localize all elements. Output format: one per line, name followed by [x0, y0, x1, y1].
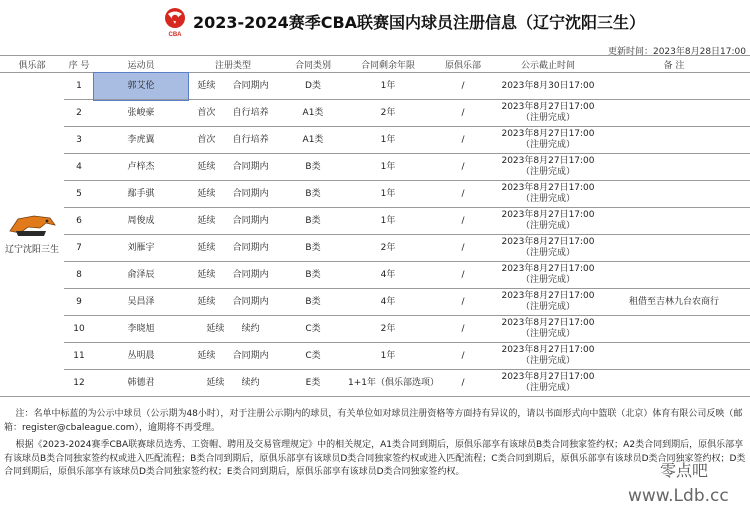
deadline [498, 343, 598, 370]
remark: 租借至吉林九台农商行 [598, 289, 750, 316]
registration-kind: 延续 [197, 269, 216, 280]
note-contract-rules [4, 439, 746, 480]
registration-type [188, 343, 278, 370]
note-objection [4, 408, 746, 435]
deadline [498, 127, 598, 154]
deadline-date: 2023年8月27日17:00 [501, 372, 595, 382]
registration-basis: 合同期内 [232, 80, 269, 91]
notes-section [4, 408, 746, 484]
registration-kind: 延续 [206, 323, 225, 334]
registration-type [188, 235, 278, 262]
club-name: 辽宁沈阳三生 [4, 245, 59, 255]
page-title: 2023-2024赛季CBA联赛国内球员注册信息（辽宁沈阳三生） [193, 13, 646, 32]
row-number: 12 [64, 370, 94, 397]
player-name: 张峻豪 [94, 100, 188, 127]
deadline-date: 2023年8月27日17:00 [501, 345, 595, 355]
previous-club: / [428, 73, 498, 100]
column-header: 原俱乐部 [428, 56, 498, 73]
contract-years: 4年 [348, 289, 428, 316]
player-name: 吴昌泽 [94, 289, 188, 316]
player-name: 李晓旭 [94, 316, 188, 343]
row-number: 11 [64, 343, 94, 370]
table-row [0, 289, 750, 316]
deadline [498, 316, 598, 343]
contract-years: 2年 [348, 316, 428, 343]
previous-club: / [428, 343, 498, 370]
club-cell [0, 73, 64, 397]
registration-status: （注册完成） [520, 329, 575, 339]
registration-status: （注册完成） [520, 194, 575, 204]
registration-basis: 自行培养 [232, 107, 269, 118]
row-number: 10 [64, 316, 94, 343]
deadline [498, 73, 598, 100]
column-header: 运动员 [94, 56, 188, 73]
registration-basis: 合同期内 [232, 296, 269, 307]
contract-class: B类 [278, 208, 348, 235]
contract-class: E类 [278, 370, 348, 397]
remark [598, 262, 750, 289]
column-header: 备 注 [598, 56, 750, 73]
row-number: 2 [64, 100, 94, 127]
registration-basis: 合同期内 [232, 269, 269, 280]
registration-basis: 续约 [241, 377, 260, 388]
table-body [0, 73, 750, 397]
registration-type [188, 127, 278, 154]
registration-kind: 延续 [197, 161, 216, 172]
registration-type [188, 181, 278, 208]
contract-class: B类 [278, 154, 348, 181]
registration-status: （注册完成） [520, 302, 575, 312]
remark [598, 154, 750, 181]
previous-club: / [428, 262, 498, 289]
note-text: 根据《2023-2024赛季CBA联赛球员选秀、工资帽、聘用及交易管理规定》中的相关规定，A1类合同到期后，原俱乐部享有该球员B类合同独家签约权；A2类合同到期后，原俱乐部享有该球员B类合同独家签约权或进入匹配流程；B类合同到期后，原俱乐部享有该球员D类合同独家签约权或进入匹配流程；C类合同到期后，原俱乐部享有该球员D类合同独家签约权；D类合同到期后，原俱乐部享有该球员D类合同独家签约权；E类合同到期后，原俱乐部享有该球员D类合同独家签约权。 [4, 440, 746, 477]
contract-class: B类 [278, 289, 348, 316]
update-time: 更新时间：2023年8月28日17:00 [607, 47, 746, 57]
table-header-row [0, 56, 750, 73]
column-header: 公示截止时间 [498, 56, 598, 73]
player-name: 李虎翼 [94, 127, 188, 154]
table-row [0, 316, 750, 343]
deadline-date: 2023年8月27日17:00 [501, 102, 595, 112]
registration-kind: 延续 [206, 377, 225, 388]
player-name: 郭艾伦 [94, 73, 188, 100]
deadline-date: 2023年8月27日17:00 [501, 264, 595, 274]
deadline-date: 2023年8月27日17:00 [501, 183, 595, 193]
remark [598, 343, 750, 370]
page-header [0, 0, 750, 44]
deadline [498, 235, 598, 262]
table-row [0, 370, 750, 397]
registration-status: （注册完成） [520, 275, 575, 285]
deadline-date: 2023年8月30日17:00 [501, 80, 595, 91]
deadline-date: 2023年8月27日17:00 [501, 129, 595, 139]
row-number: 1 [64, 73, 94, 100]
table-row [0, 343, 750, 370]
registration-type [188, 154, 278, 181]
column-header: 合同剩余年限 [348, 56, 428, 73]
deadline [498, 370, 598, 397]
column-header: 合同类别 [278, 56, 348, 73]
registration-status: （注册完成） [520, 221, 575, 231]
watermark-cn: 零点吧 [660, 461, 709, 480]
remark [598, 316, 750, 343]
contract-years: 1年 [348, 127, 428, 154]
registration-basis: 合同期内 [232, 215, 269, 226]
table-row [0, 100, 750, 127]
registration-status: （注册完成） [520, 167, 575, 177]
contract-years: 4年 [348, 262, 428, 289]
table-row [0, 181, 750, 208]
previous-club: / [428, 208, 498, 235]
registration-basis: 合同期内 [232, 350, 269, 361]
remark [598, 100, 750, 127]
remark [598, 235, 750, 262]
registration-type [188, 208, 278, 235]
previous-club: / [428, 181, 498, 208]
table-row [0, 235, 750, 262]
registration-status: （注册完成） [520, 356, 575, 366]
previous-club: / [428, 316, 498, 343]
row-number: 9 [64, 289, 94, 316]
remark [598, 127, 750, 154]
registration-kind: 延续 [197, 242, 216, 253]
player-name: 丛明晨 [94, 343, 188, 370]
player-name: 鄢手骐 [94, 181, 188, 208]
contract-years: 1年 [348, 208, 428, 235]
previous-club: / [428, 100, 498, 127]
registration-status: （注册完成） [520, 248, 575, 258]
row-number: 7 [64, 235, 94, 262]
player-name: 周俊成 [94, 208, 188, 235]
table-row [0, 154, 750, 181]
registration-kind: 首次 [197, 107, 216, 118]
table-row [0, 262, 750, 289]
contract-class: A1类 [278, 127, 348, 154]
table-row [0, 208, 750, 235]
deadline-date: 2023年8月27日17:00 [501, 318, 595, 328]
row-number: 6 [64, 208, 94, 235]
contract-class: C类 [278, 343, 348, 370]
registration-kind: 首次 [197, 134, 216, 145]
player-name: 卢梓杰 [94, 154, 188, 181]
previous-club: / [428, 289, 498, 316]
row-number: 5 [64, 181, 94, 208]
deadline-date: 2023年8月27日17:00 [501, 210, 595, 220]
svg-text:CBA: CBA [168, 32, 182, 38]
deadline-date: 2023年8月27日17:00 [501, 156, 595, 166]
note-text: 注：名单中标蓝的为公示中球员（公示期为48小时），对于注册公示期内的球员，有关单位如对球员注册资格等方面持有异议的，请以书面形式向中篮联（北京）体育有限公司反映（邮箱：register@cbaleague.com），逾期将不再受理。 [4, 409, 743, 433]
player-name: 刘雁宇 [94, 235, 188, 262]
registration-type [188, 370, 278, 397]
previous-club: / [428, 235, 498, 262]
contract-years: 1年 [348, 73, 428, 100]
registration-basis: 续约 [241, 323, 260, 334]
player-name: 韩德君 [94, 370, 188, 397]
registration-kind: 延续 [197, 215, 216, 226]
remark [598, 73, 750, 100]
contract-class: B类 [278, 262, 348, 289]
previous-club: / [428, 127, 498, 154]
registration-basis: 合同期内 [232, 242, 269, 253]
contract-class: B类 [278, 181, 348, 208]
registration-basis: 合同期内 [232, 161, 269, 172]
registration-kind: 延续 [197, 350, 216, 361]
contract-class: D类 [278, 73, 348, 100]
contract-years: 2年 [348, 235, 428, 262]
column-header: 俱乐部 [0, 56, 64, 73]
contract-years: 1年 [348, 154, 428, 181]
deadline [498, 208, 598, 235]
deadline [498, 154, 598, 181]
row-number: 8 [64, 262, 94, 289]
deadline [498, 100, 598, 127]
remark [598, 208, 750, 235]
registration-basis: 合同期内 [232, 188, 269, 199]
deadline [498, 262, 598, 289]
deadline-date: 2023年8月27日17:00 [501, 237, 595, 247]
registration-type [188, 289, 278, 316]
registration-status: （注册完成） [520, 383, 575, 393]
deadline-date: 2023年8月27日17:00 [501, 291, 595, 301]
registration-type [188, 262, 278, 289]
player-name: 俞泽辰 [94, 262, 188, 289]
registration-table [0, 55, 750, 397]
contract-years: 1年 [348, 181, 428, 208]
contract-years: 1+1年（俱乐部选项） [348, 370, 428, 397]
registration-kind: 延续 [197, 296, 216, 307]
contract-class: C类 [278, 316, 348, 343]
registration-kind: 延续 [197, 188, 216, 199]
contract-years: 1年 [348, 343, 428, 370]
row-number: 4 [64, 154, 94, 181]
contract-class: B类 [278, 235, 348, 262]
registration-type [188, 100, 278, 127]
table-row [0, 127, 750, 154]
deadline [498, 289, 598, 316]
watermark-url: www.Ldb.cc [628, 486, 729, 506]
registration-basis: 自行培养 [232, 134, 269, 145]
registration-type [188, 73, 278, 100]
registration-type [188, 316, 278, 343]
cba-logo-icon [162, 6, 188, 38]
contract-class: A1类 [278, 100, 348, 127]
column-header: 序 号 [64, 56, 94, 73]
registration-kind: 延续 [197, 80, 216, 91]
previous-club: / [428, 370, 498, 397]
registration-status: （注册完成） [520, 140, 575, 150]
remark [598, 370, 750, 397]
contract-years: 2年 [348, 100, 428, 127]
row-number: 3 [64, 127, 94, 154]
deadline [498, 181, 598, 208]
column-header: 注册类型 [188, 56, 278, 73]
liaoning-flying-leopards-logo-icon [6, 213, 58, 243]
previous-club: / [428, 154, 498, 181]
remark [598, 181, 750, 208]
registration-status: （注册完成） [520, 113, 575, 123]
table-row [0, 73, 750, 100]
